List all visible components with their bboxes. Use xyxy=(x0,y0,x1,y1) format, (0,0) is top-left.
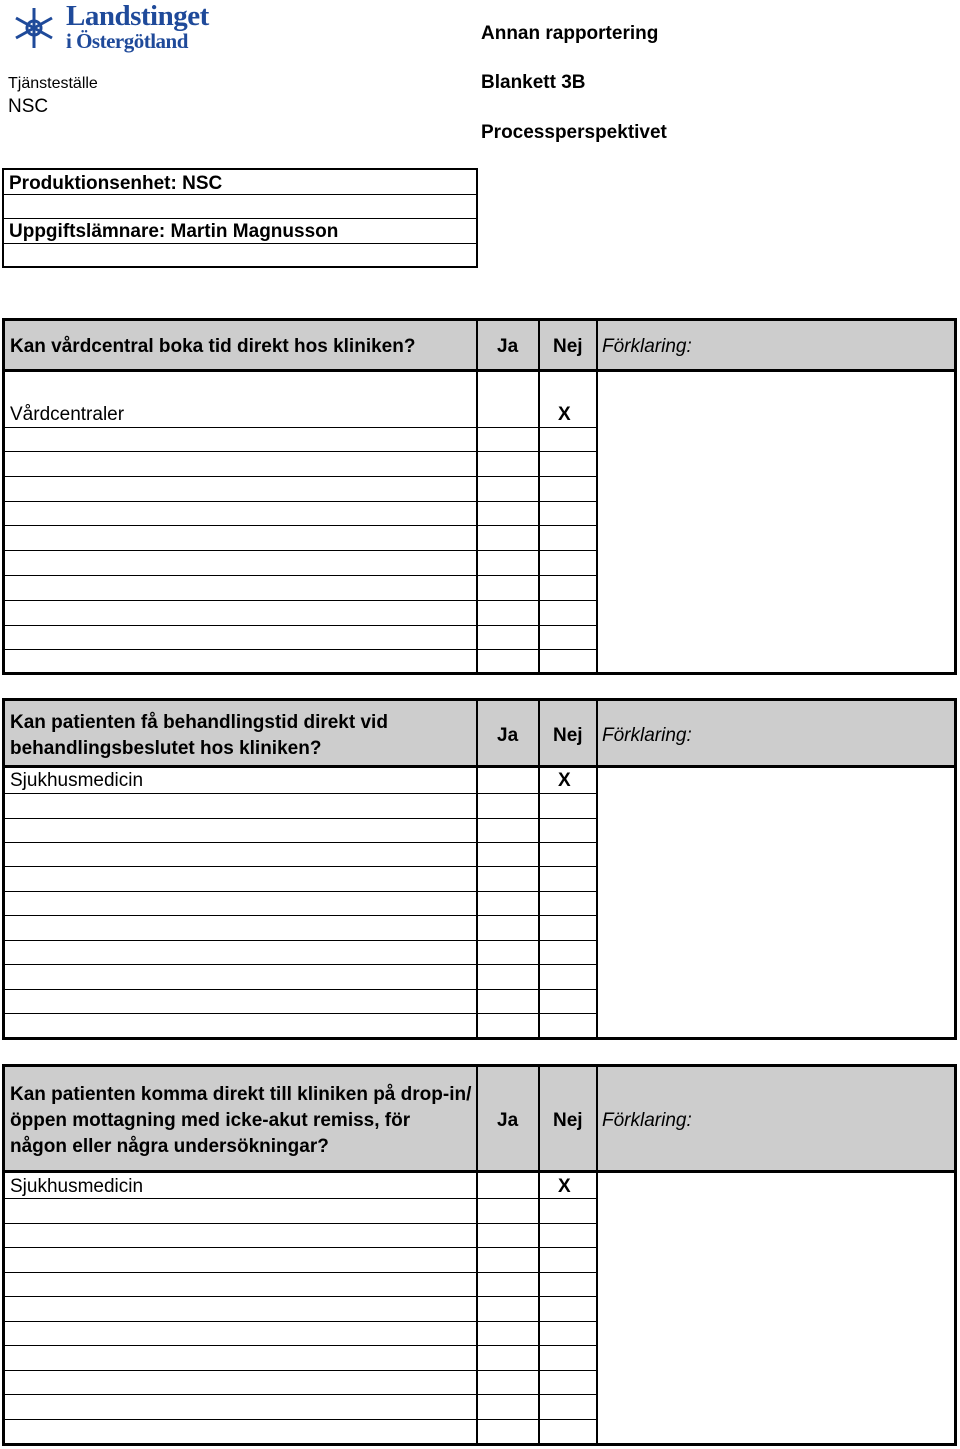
section-2-nej-header: Nej xyxy=(553,725,583,746)
section-1 xyxy=(2,318,957,675)
landstinget-logo xyxy=(8,2,228,54)
tjanstestalle-label: Tjänsteställe xyxy=(8,75,98,92)
section-1-ja-header: Ja xyxy=(497,336,519,357)
section-1-nej-header: Nej xyxy=(553,336,583,357)
perspective-title: Processperspektivet xyxy=(481,122,667,143)
section-1-question: Kan vårdcentral boka tid direkt hos kliniken? xyxy=(10,336,416,357)
tjanstestalle-value: NSC xyxy=(8,96,49,117)
section-3-nej-mark: X xyxy=(558,1176,571,1197)
section-1-subject: Vårdcentraler xyxy=(10,404,125,425)
section-2 xyxy=(2,698,957,1040)
logo-text-line2: i Östergötland xyxy=(66,29,188,53)
form-number: Blankett 3B xyxy=(481,72,586,93)
produktionsenhet-text: Produktionsenhet: NSC xyxy=(9,173,223,194)
section-2-ja-header: Ja xyxy=(497,725,519,746)
section-3-question: Kan patienten komma direkt till kliniken på drop-in/ öppen mottagning med icke-akut remiss, för någon eller några undersökningar? xyxy=(10,1084,472,1157)
section-3-forklaring-header: Förklaring: xyxy=(602,1110,692,1131)
section-1-forklaring-header: Förklaring: xyxy=(602,336,692,357)
section-3-ja-header: Ja xyxy=(497,1110,519,1131)
uppgiftslamnare-text: Uppgiftslämnare: Martin Magnusson xyxy=(9,221,339,242)
report-title: Annan rapportering xyxy=(481,23,659,44)
snowflake-logo-icon xyxy=(8,6,60,50)
section-2-nej-mark: X xyxy=(558,770,571,791)
section-1-nej-mark: X xyxy=(558,404,571,425)
section-3 xyxy=(2,1064,957,1446)
section-2-question: Kan patienten få behandlingstid direkt vid behandlingsbeslutet hos kliniken? xyxy=(10,712,388,759)
section-2-forklaring-header: Förklaring: xyxy=(602,725,692,746)
section-2-subject: Sjukhusmedicin xyxy=(10,770,144,791)
section-3-subject: Sjukhusmedicin xyxy=(10,1176,144,1197)
logo-text-line1: Landstinget xyxy=(66,0,209,32)
info-box xyxy=(2,168,478,268)
section-3-nej-header: Nej xyxy=(553,1110,583,1131)
